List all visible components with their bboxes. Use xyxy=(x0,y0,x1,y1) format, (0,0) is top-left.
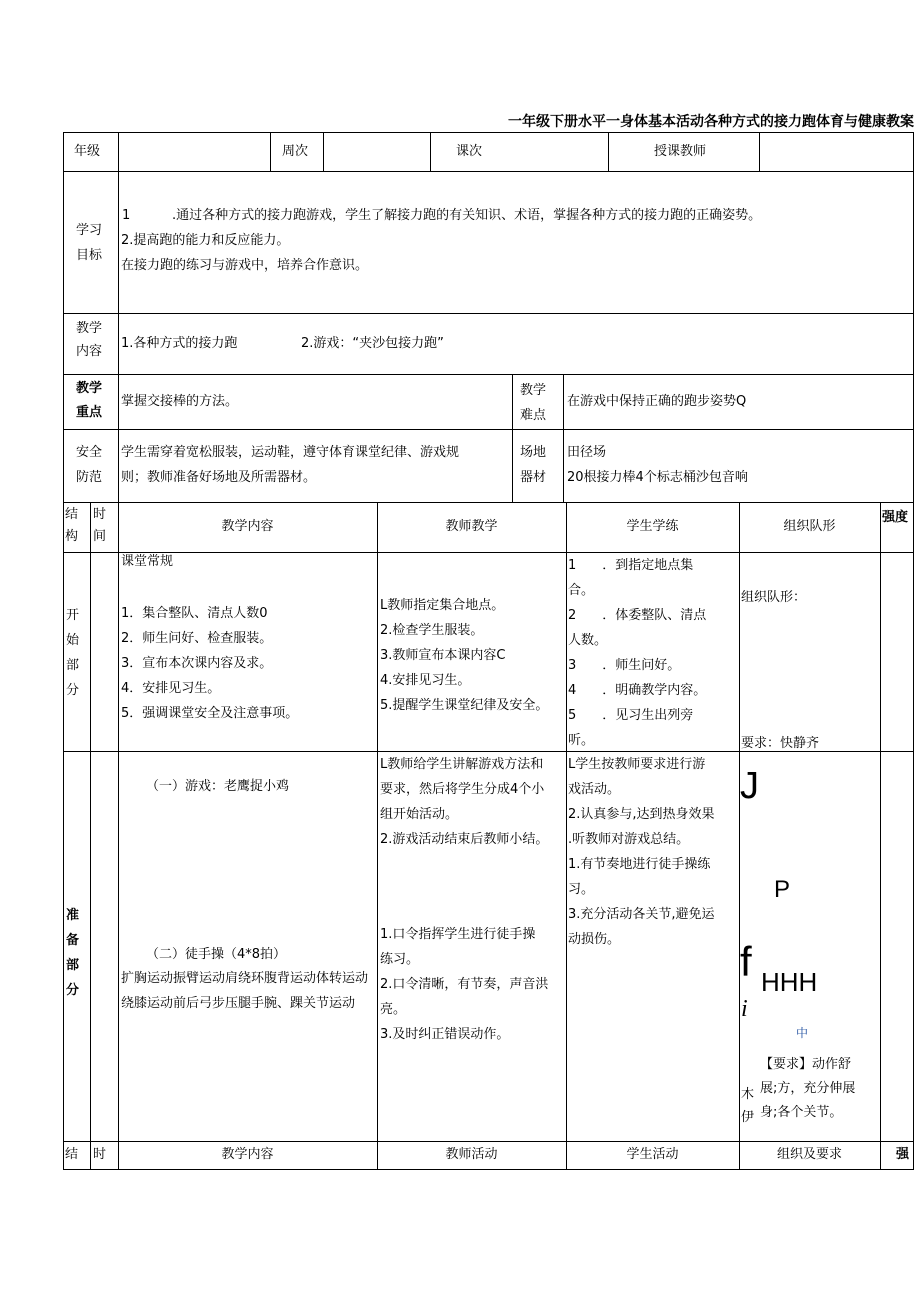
list-item: 4．安排见习生。 xyxy=(121,681,221,696)
content-item-1: 1.各种方式的接力跑 xyxy=(121,336,238,351)
content-label-1: 教学 xyxy=(76,321,103,336)
difficulty-text: 在游戏中保持正确的跑步姿势Q xyxy=(567,394,747,409)
objective-1-number: 1 xyxy=(122,208,131,223)
objectives-label-2: 目标 xyxy=(76,248,103,263)
col-formation: 组织队形 xyxy=(783,519,836,534)
list-item: 练习。 xyxy=(380,952,420,967)
footer-teacher: 教师活动 xyxy=(445,1147,498,1162)
list-item: 亮。 xyxy=(380,1002,407,1017)
diagram-hhh: HHH xyxy=(761,967,818,997)
footer-intensity: 强 xyxy=(896,1147,910,1162)
content-item-2: 2.游戏：“夹沙包接力跑” xyxy=(301,336,444,351)
safety-text-1: 学生需穿着宽松服装，运动鞋，遵守体育课堂纪律、游戏规 xyxy=(121,445,460,460)
list-item: 1.口令指挥学生进行徒手操 xyxy=(380,927,536,942)
list-item: 3．宣布本次课内容及求。 xyxy=(121,656,273,671)
col-student: 学生学练 xyxy=(626,519,679,534)
prep-section-label: 准 备 部 分 xyxy=(66,908,80,998)
venue-label-2: 器材 xyxy=(520,470,547,485)
list-item: 5.提醒学生课堂纪律及安全。 xyxy=(380,698,549,713)
objective-2: 2.提高跑的能力和反应能力。 xyxy=(121,233,290,248)
start-section-label: 开 始 部 分 xyxy=(66,608,80,698)
safety-text-2: 则；教师准备好场地及所需器材。 xyxy=(121,470,317,485)
list-item: 戏活动。 xyxy=(568,782,621,797)
list-item: L教师给学生讲解游戏方法和 xyxy=(380,757,544,772)
start-student-list xyxy=(568,553,719,750)
list-item: 2 ．体委整队、清点 xyxy=(568,608,707,623)
prep-requirement-1: 【要求】动作舒 xyxy=(760,1057,852,1072)
list-item: 2.认真参与,达到热身效果 xyxy=(568,807,715,822)
list-item: L教师指定集合地点。 xyxy=(380,598,505,613)
col-structure-2: 构 xyxy=(65,529,79,544)
prep-student-list xyxy=(568,752,715,952)
footer-structure: 结 xyxy=(65,1147,79,1162)
venue-text-1: 田径场 xyxy=(567,445,607,460)
list-item: 2.检查学生服装。 xyxy=(380,623,484,638)
diagram-letter-i: i xyxy=(741,996,748,1022)
list-item: 1.有节奏地进行徒手操练 xyxy=(568,857,711,872)
venue-text-2: 20根接力棒4个标志桶沙包音响 xyxy=(567,470,748,485)
col-intensity: 强度 xyxy=(882,510,909,525)
start-formation-label: 组织队形： xyxy=(741,590,807,605)
prep-requirement-side-2: 伊 xyxy=(741,1110,755,1125)
col-teacher: 教师教学 xyxy=(445,519,498,534)
start-teacher-list xyxy=(380,593,548,718)
list-item: 2.口令清晰，有节奏，声音洪 xyxy=(380,977,549,992)
safety-label-2: 防范 xyxy=(76,470,103,485)
grade-label: 年级 xyxy=(74,144,101,159)
teacher-label: 授课教师 xyxy=(654,144,707,159)
safety-label-1: 安全 xyxy=(76,445,103,460)
objectives-label-1: 学习 xyxy=(76,223,103,238)
document-title: 一年级下册水平一身体基本活动各种方式的接力跑体育与健康教案 xyxy=(508,114,914,130)
prep-game-title: （一）游戏：老鹰捉小鸡 xyxy=(146,779,290,794)
week-label: 周次 xyxy=(282,144,309,159)
start-content-list xyxy=(121,601,298,726)
keypoint-label-1: 教学 xyxy=(76,381,103,396)
list-item: 组开始活动。 xyxy=(380,807,459,822)
list-item: 习。 xyxy=(568,882,595,897)
col-time-2: 间 xyxy=(93,529,107,544)
diagram-letter-p: P xyxy=(774,876,791,903)
start-requirement: 要求：快静齐 xyxy=(741,736,820,751)
list-item: 5 ．见习生出列旁 xyxy=(568,708,694,723)
difficulty-label-1: 教学 xyxy=(520,383,547,398)
list-item: 要求，然后将学生分成4个小 xyxy=(380,782,545,797)
list-item: 合。 xyxy=(568,583,595,598)
footer-time: 时 xyxy=(93,1147,107,1162)
diagram-zhong: 中 xyxy=(796,1026,809,1040)
venue-label-1: 场地 xyxy=(520,445,547,460)
list-item: 动损伤。 xyxy=(568,932,621,947)
prep-requirement-3: 身;各个关节。 xyxy=(760,1105,843,1120)
list-item: 2．师生问好、检查服装。 xyxy=(121,631,273,646)
footer-content: 教学内容 xyxy=(221,1147,274,1162)
prep-teacher-exercise-list xyxy=(380,922,548,1047)
list-item: 1 ．到指定地点集 xyxy=(568,558,694,573)
col-time-1: 时 xyxy=(93,507,107,522)
list-item: .听教师对游戏总结。 xyxy=(568,832,690,847)
list-item: 3.教师宣布本课内容C xyxy=(380,648,506,663)
footer-student: 学生活动 xyxy=(626,1147,679,1162)
difficulty-label-2: 难点 xyxy=(520,408,547,423)
prep-exercise-title: （二）徒手操（4*8拍） xyxy=(146,947,287,962)
list-item: 人数。 xyxy=(568,633,608,648)
start-student-cell xyxy=(568,553,738,750)
keypoint-label-2: 重点 xyxy=(76,405,103,420)
prep-teacher-game-list xyxy=(380,752,548,852)
list-item: 2.游戏活动结束后教师小结。 xyxy=(380,832,549,847)
objective-1: .通过各种方式的接力跑游戏，学生了解接力跑的有关知识、术语，掌握各种方式的接力跑的正确姿势。 xyxy=(172,208,762,223)
prep-requirement-side-1: 木 xyxy=(741,1087,755,1102)
keypoint-text: 掌握交接棒的方法。 xyxy=(121,394,239,409)
prep-requirement-2: 展;方，充分伸展 xyxy=(760,1081,856,1096)
list-item: 听。 xyxy=(568,733,595,748)
start-content-title: 课堂常规 xyxy=(121,554,174,569)
list-item: 4 ．明确教学内容。 xyxy=(568,683,707,698)
col-structure-1: 结 xyxy=(65,507,79,522)
diagram-letter-j: J xyxy=(740,765,759,807)
list-item: 5．强调课堂安全及注意事项。 xyxy=(121,706,299,721)
col-content: 教学内容 xyxy=(221,519,274,534)
diagram-letter-f: f xyxy=(740,938,752,985)
footer-formation: 组织及要求 xyxy=(776,1147,842,1162)
list-item: 1．集合整队、清点人数0 xyxy=(121,606,268,621)
list-item: 3.及时纠正错误动作。 xyxy=(380,1027,510,1042)
list-item: L学生按教师要求进行游 xyxy=(568,757,706,772)
list-item: 3.充分活动各关节,避免运 xyxy=(568,907,715,922)
list-item: 4.安排见习生。 xyxy=(380,673,471,688)
lesson-label: 课次 xyxy=(456,144,483,159)
content-label-2: 内容 xyxy=(76,344,103,359)
list-item: 3 ．师生问好。 xyxy=(568,658,681,673)
prep-exercise-desc: 扩胸运动振臂运动肩绕环腹背运动体转运动绕膝运动前后弓步压腿手腕、踝关节运动 xyxy=(121,971,369,1011)
objective-3: 在接力跑的练习与游戏中，培养合作意识。 xyxy=(121,258,369,273)
